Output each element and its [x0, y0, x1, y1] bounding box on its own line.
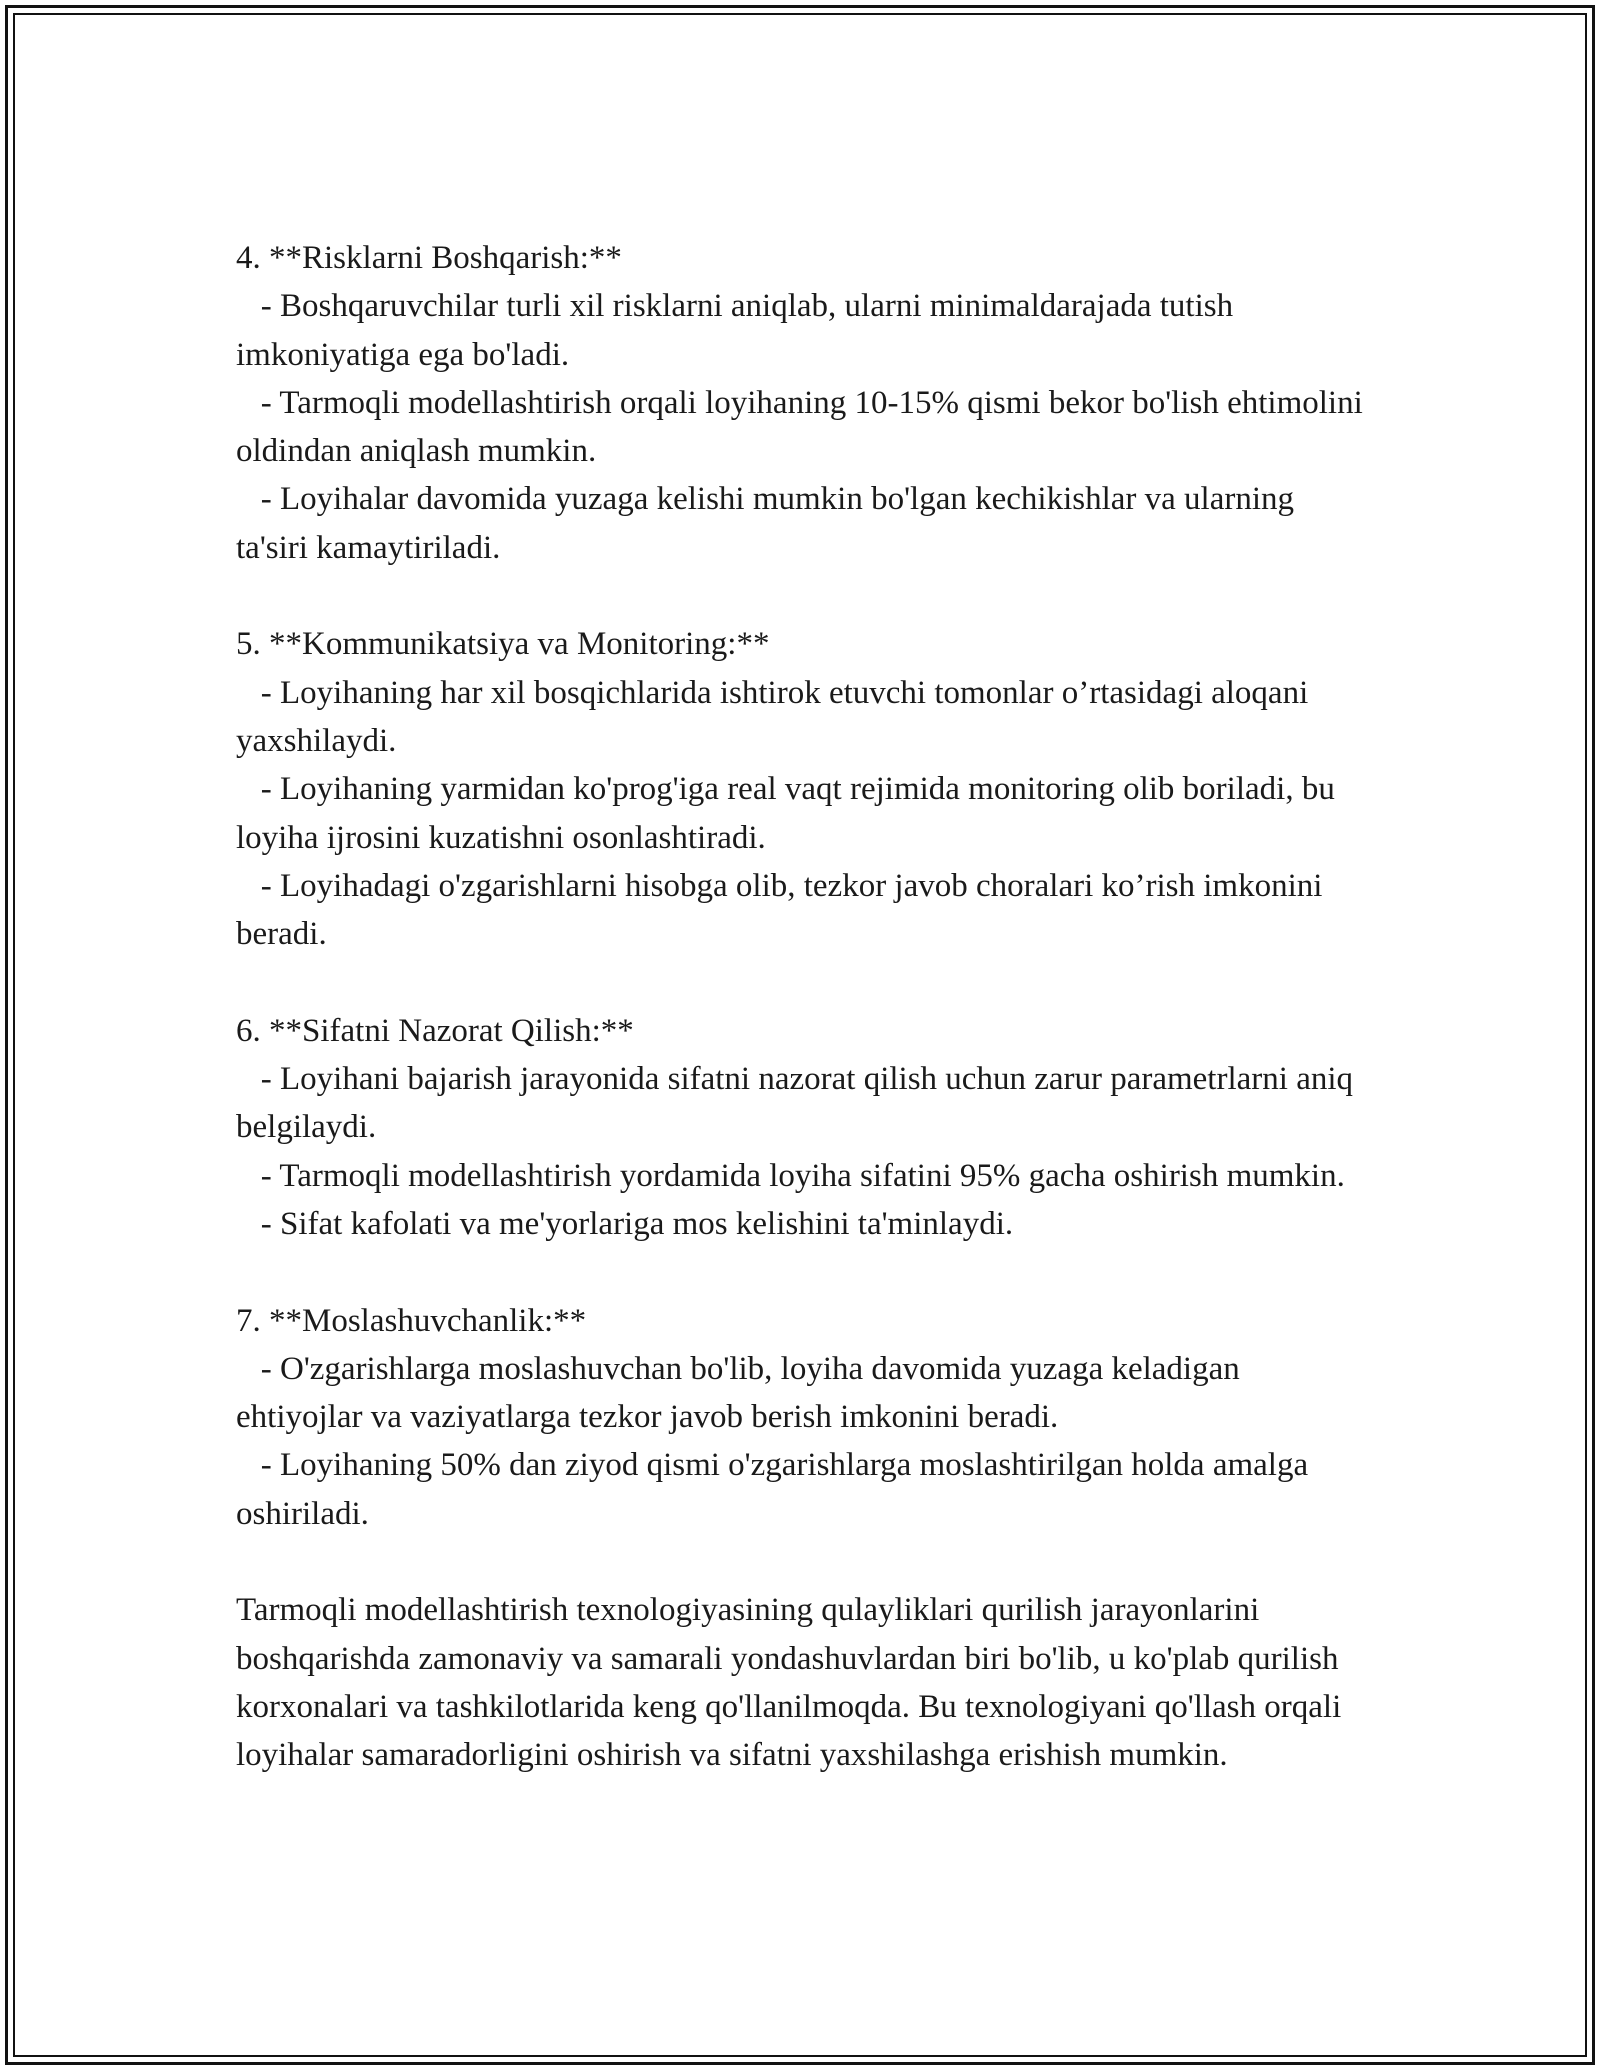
section-quality-control: [236, 1007, 1366, 1248]
section-communication-monitoring: [236, 620, 1366, 958]
bullet-item: - Tarmoqli modellashtirish orqali loyihaning 10-15% qismi bekor bo'lish ehtimolini oldindan aniqlash mumkin.: [236, 384, 1371, 470]
document-body: [236, 234, 1371, 1780]
section-heading: 4. **Risklarni Boshqarish:**: [236, 240, 622, 276]
conclusion-paragraph: Tarmoqli modellashtirish texnologiyasining qulayliklari qurilish jarayonlarini boshqarishda zamonaviy va samarali yondashuvlardan biri bo'lib, u ko'plab qurilish korxonalari va tashkilotlarida keng qo'llanilmoqda. Bu texnologiyani qo'llash orqali loyihalar samaradorligini oshirish va sifatni yaxshilashga erishish mumkin.: [236, 1592, 1350, 1774]
bullet-item: - Loyihalar davomida yuzaga kelishi mumkin bo'lgan kechikishlar va ularning ta'siri kamaytiriladi.: [236, 481, 1303, 566]
bullet-item: - Loyihaning yarmidan ko'prog'iga real vaqt rejimida monitoring olib boriladi, bu loyiha ijrosini kuzatishni osonlashtiradi.: [236, 771, 1344, 856]
section-risk-management: [236, 234, 1371, 572]
bullet-item: - Sifat kafolati va me'yorlariga mos kelishini ta'minlaydi.: [236, 1205, 1014, 1242]
bullet-item: - O'zgarishlarga moslashuvchan bo'lib, loyiha davomida yuzaga keladigan ehtiyojlar va vaziyatlarga tezkor javob berish imkonini beradi.: [236, 1350, 1248, 1436]
section-heading: 6. **Sifatni Nazorat Qilish:**: [236, 1012, 634, 1049]
bullet-item: - Loyihaning har xil bosqichlarida ishtirok etuvchi tomonlar o’rtasidagi aloqani yaxshilaydi.: [236, 674, 1317, 759]
bullet-item: - Tarmoqli modellashtirish yordamida loyiha sifatini 95% gacha oshirish mumkin.: [236, 1157, 1345, 1194]
bullet-item: - Boshqaruvchilar turli xil risklarni aniqlab, ularni minimaldarajada tutish imkoniyatiga ega bo'ladi.: [236, 288, 1242, 373]
bullet-item: - Loyihaning 50% dan ziyod qismi o'zgarishlarga moslashtirilgan holda amalga oshiriladi.: [236, 1447, 1317, 1532]
bullet-item: - Loyihadagi o'zgarishlarni hisobga olib, tezkor javob choralari ko’rish imkonini beradi.: [236, 867, 1331, 953]
section-heading: 5. **Kommunikatsiya va Monitoring:**: [236, 626, 770, 663]
section-heading: 7. **Moslashuvchanlik:**: [236, 1302, 587, 1339]
section-flexibility: [236, 1297, 1366, 1538]
bullet-item: - Loyihani bajarish jarayonida sifatni nazorat qilish uchun zarur parametrlarni aniq belgilaydi.: [236, 1061, 1362, 1146]
